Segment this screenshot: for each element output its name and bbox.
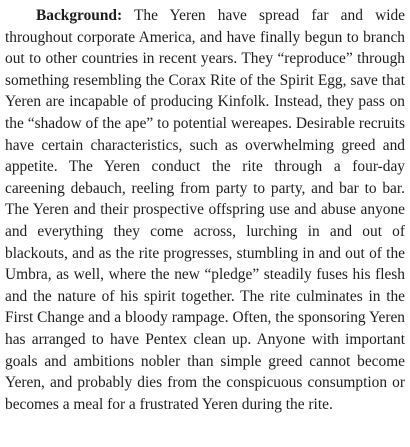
document-page [5, 5, 405, 415]
background-paragraph [5, 5, 405, 415]
paragraph-heading: Background: [36, 7, 123, 24]
paragraph-body: The Yeren have spread far and wide throughout corporate America, and have finally begun to branch out to other countries in recent years. They “reproduce” through something resembling the Corax Rite of the Spirit Egg, save that Yeren are incapable of producing Kinfolk. Instead, they pass on the “shadow of the ape” to potential wereapes. Desirable recruits have certain characteristics, such as overwhelming greed and appetite. The Yeren conduct the rite through a four-day careening debauch, reeling from party to party, and bar to bar. The Yeren and their prospective offspring use and abuse anyone and everything they come across, lurching in and out of blackouts, and as the rite progresses, stumbling in and out of the Umbra, as well, where the new “pledge” steadily fuses his flesh and the nature of his spirit together. The rite culminates in the First Change and a bloody rampage. Often, the sponsoring Yeren has arranged to have Pentex clean up. Anyone with important goals and ambitions nobler than simple greed cannot become Yeren, and probably dies from the conspicuous consumption or becomes a meal for a frustrated Yeren during the rite. [5, 7, 405, 413]
